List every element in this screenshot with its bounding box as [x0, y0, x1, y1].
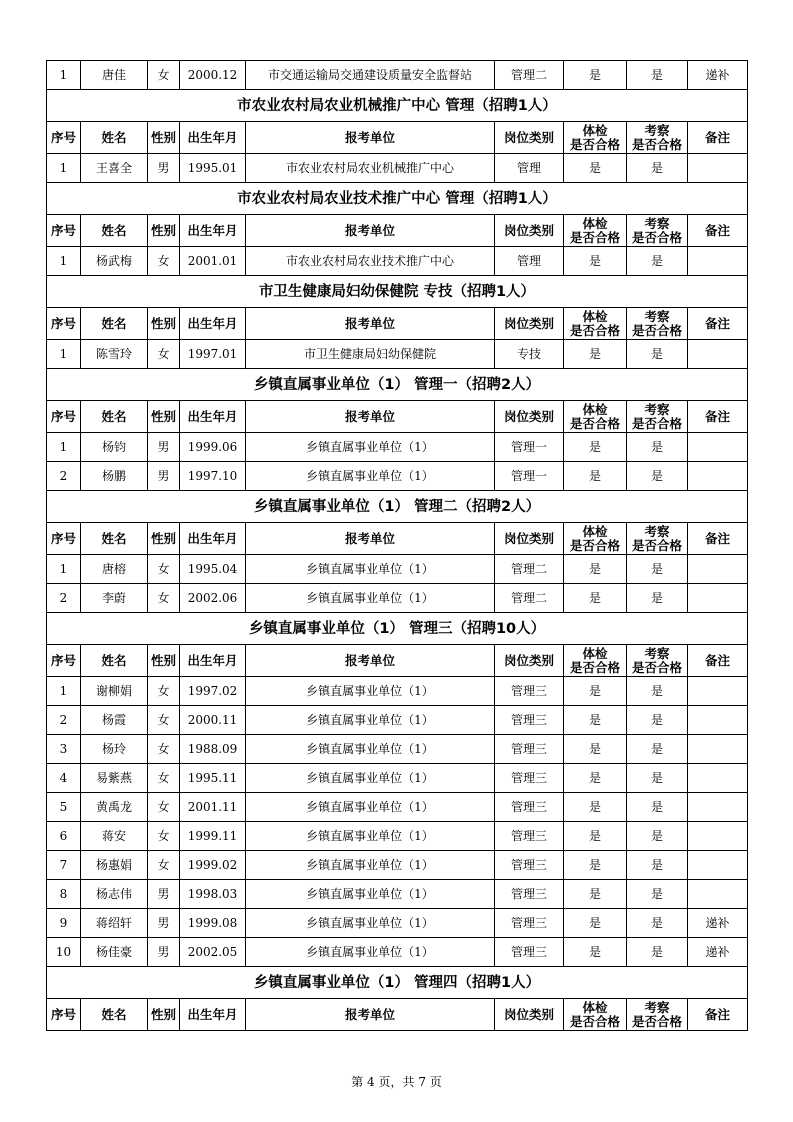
- column-header-row: [47, 523, 748, 555]
- header-seq: 序号: [47, 999, 81, 1031]
- cell-remark: [688, 247, 748, 276]
- cell-unit: 乡镇直属事业单位（1）: [246, 735, 495, 764]
- header-review-line2: 是否合格: [631, 322, 682, 338]
- cell-exam-pass: 是: [564, 584, 627, 613]
- cell-remark: [688, 822, 748, 851]
- header-review: [627, 308, 688, 340]
- column-header-row: [47, 215, 748, 247]
- cell-category: 管理三: [495, 764, 564, 793]
- cell-seq: 8: [47, 880, 81, 909]
- header-review-line2: 是否合格: [631, 1013, 682, 1029]
- cell-name: 王喜全: [81, 154, 148, 183]
- cell-review-pass: 是: [627, 677, 688, 706]
- header-exam-line2: 是否合格: [569, 415, 620, 431]
- cell-birth: 2000.12: [180, 61, 246, 90]
- cell-unit: 乡镇直属事业单位（1）: [246, 938, 495, 967]
- cell-gender: 男: [148, 938, 180, 967]
- header-name: 姓名: [81, 645, 148, 677]
- header-name: 姓名: [81, 122, 148, 154]
- table-row: [47, 822, 748, 851]
- header-gender: 性别: [148, 645, 180, 677]
- cell-exam-pass: 是: [564, 909, 627, 938]
- cell-exam-pass: 是: [564, 433, 627, 462]
- section-title: 乡镇直属事业单位（1） 管理二（招聘2人）: [47, 491, 748, 523]
- table-row: [47, 462, 748, 491]
- header-review-line1: 考察: [644, 999, 670, 1015]
- cell-category: 管理: [495, 247, 564, 276]
- header-unit: 报考单位: [246, 523, 495, 555]
- cell-remark: [688, 462, 748, 491]
- header-seq: 序号: [47, 122, 81, 154]
- section-title-row: [47, 276, 748, 308]
- header-exam-line1: 体检: [582, 645, 608, 661]
- table-row: [47, 247, 748, 276]
- header-exam-line1: 体检: [582, 308, 608, 324]
- cell-birth: 1997.10: [180, 462, 246, 491]
- cell-seq: 1: [47, 433, 81, 462]
- header-exam: [564, 401, 627, 433]
- cell-exam-pass: 是: [564, 880, 627, 909]
- cell-gender: 女: [148, 822, 180, 851]
- header-review: [627, 122, 688, 154]
- cell-gender: 女: [148, 851, 180, 880]
- cell-birth: 1997.02: [180, 677, 246, 706]
- table-row: [47, 61, 748, 90]
- section-title-row: [47, 183, 748, 215]
- cell-category: 管理三: [495, 677, 564, 706]
- cell-review-pass: 是: [627, 462, 688, 491]
- cell-seq: 1: [47, 340, 81, 369]
- header-exam: [564, 645, 627, 677]
- header-remark: 备注: [688, 999, 748, 1031]
- cell-name: 杨武梅: [81, 247, 148, 276]
- header-review-line1: 考察: [644, 645, 670, 661]
- cell-category: 管理三: [495, 909, 564, 938]
- header-review: [627, 523, 688, 555]
- cell-seq: 1: [47, 247, 81, 276]
- header-birth: 出生年月: [180, 645, 246, 677]
- cell-birth: 1988.09: [180, 735, 246, 764]
- header-name: 姓名: [81, 308, 148, 340]
- cell-exam-pass: 是: [564, 851, 627, 880]
- header-remark: 备注: [688, 215, 748, 247]
- cell-birth: 1999.06: [180, 433, 246, 462]
- cell-category: 管理三: [495, 938, 564, 967]
- cell-gender: 女: [148, 735, 180, 764]
- cell-review-pass: 是: [627, 433, 688, 462]
- column-header-row: [47, 122, 748, 154]
- header-exam-line2: 是否合格: [569, 136, 620, 152]
- header-exam: [564, 523, 627, 555]
- table-row: [47, 880, 748, 909]
- header-exam: [564, 122, 627, 154]
- header-gender: 性别: [148, 122, 180, 154]
- cell-name: 陈雪玲: [81, 340, 148, 369]
- cell-review-pass: 是: [627, 735, 688, 764]
- cell-exam-pass: 是: [564, 154, 627, 183]
- header-exam-line1: 体检: [582, 999, 608, 1015]
- header-review-line1: 考察: [644, 122, 670, 138]
- header-exam: [564, 215, 627, 247]
- cell-review-pass: 是: [627, 764, 688, 793]
- cell-gender: 男: [148, 154, 180, 183]
- cell-birth: 2001.01: [180, 247, 246, 276]
- cell-unit: 乡镇直属事业单位（1）: [246, 706, 495, 735]
- cell-category: 管理三: [495, 822, 564, 851]
- header-review-line2: 是否合格: [631, 415, 682, 431]
- header-review-line2: 是否合格: [631, 136, 682, 152]
- cell-name: 杨玲: [81, 735, 148, 764]
- cell-category: 专技: [495, 340, 564, 369]
- cell-remark: [688, 706, 748, 735]
- cell-unit: 乡镇直属事业单位（1）: [246, 433, 495, 462]
- cell-review-pass: 是: [627, 793, 688, 822]
- cell-remark: [688, 880, 748, 909]
- cell-gender: 男: [148, 462, 180, 491]
- header-exam-line2: 是否合格: [569, 1013, 620, 1029]
- cell-seq: 2: [47, 706, 81, 735]
- header-review: [627, 999, 688, 1031]
- cell-unit: 市卫生健康局妇幼保健院: [246, 340, 495, 369]
- cell-category: 管理二: [495, 555, 564, 584]
- cell-name: 杨鹏: [81, 462, 148, 491]
- cell-remark: [688, 851, 748, 880]
- page-footer: 第 4 页，共 7 页: [351, 1075, 442, 1089]
- cell-gender: 女: [148, 247, 180, 276]
- header-unit: 报考单位: [246, 215, 495, 247]
- cell-review-pass: 是: [627, 61, 688, 90]
- table-row: [47, 764, 748, 793]
- cell-category: 管理三: [495, 851, 564, 880]
- section-title-row: [47, 491, 748, 523]
- column-header-row: [47, 308, 748, 340]
- header-seq: 序号: [47, 401, 81, 433]
- cell-unit: 乡镇直属事业单位（1）: [246, 462, 495, 491]
- header-gender: 性别: [148, 215, 180, 247]
- cell-birth: 1995.11: [180, 764, 246, 793]
- cell-seq: 9: [47, 909, 81, 938]
- cell-remark: [688, 154, 748, 183]
- cell-name: 李蔚: [81, 584, 148, 613]
- header-exam: [564, 999, 627, 1031]
- cell-remark: [688, 584, 748, 613]
- cell-seq: 1: [47, 154, 81, 183]
- header-remark: 备注: [688, 523, 748, 555]
- cell-birth: 1999.08: [180, 909, 246, 938]
- cell-gender: 女: [148, 555, 180, 584]
- cell-category: 管理二: [495, 61, 564, 90]
- cell-name: 蒋安: [81, 822, 148, 851]
- header-category: 岗位类别: [495, 215, 564, 247]
- section-title: 乡镇直属事业单位（1） 管理三（招聘10人）: [47, 613, 748, 645]
- table-row: [47, 154, 748, 183]
- cell-seq: 7: [47, 851, 81, 880]
- header-review-line1: 考察: [644, 401, 670, 417]
- section-title-row: [47, 90, 748, 122]
- cell-seq: 10: [47, 938, 81, 967]
- cell-seq: 4: [47, 764, 81, 793]
- cell-gender: 男: [148, 909, 180, 938]
- results-table: [46, 60, 748, 1031]
- cell-unit: 乡镇直属事业单位（1）: [246, 909, 495, 938]
- cell-unit: 乡镇直属事业单位（1）: [246, 880, 495, 909]
- cell-gender: 男: [148, 880, 180, 909]
- table-row: [47, 735, 748, 764]
- table-row: [47, 677, 748, 706]
- cell-exam-pass: 是: [564, 938, 627, 967]
- header-remark: 备注: [688, 645, 748, 677]
- cell-category: 管理二: [495, 584, 564, 613]
- header-review: [627, 645, 688, 677]
- header-name: 姓名: [81, 215, 148, 247]
- cell-remark: [688, 433, 748, 462]
- cell-review-pass: 是: [627, 555, 688, 584]
- cell-birth: 2002.05: [180, 938, 246, 967]
- cell-exam-pass: 是: [564, 735, 627, 764]
- header-review: [627, 401, 688, 433]
- header-remark: 备注: [688, 401, 748, 433]
- cell-remark: 递补: [688, 61, 748, 90]
- cell-review-pass: 是: [627, 340, 688, 369]
- cell-review-pass: 是: [627, 938, 688, 967]
- column-header-row: [47, 645, 748, 677]
- cell-seq: 5: [47, 793, 81, 822]
- header-birth: 出生年月: [180, 523, 246, 555]
- cell-exam-pass: 是: [564, 677, 627, 706]
- cell-category: 管理三: [495, 706, 564, 735]
- cell-name: 杨霞: [81, 706, 148, 735]
- cell-unit: 市农业农村局农业技术推广中心: [246, 247, 495, 276]
- cell-gender: 女: [148, 584, 180, 613]
- header-unit: 报考单位: [246, 122, 495, 154]
- cell-gender: 女: [148, 61, 180, 90]
- header-remark: 备注: [688, 308, 748, 340]
- header-name: 姓名: [81, 999, 148, 1031]
- header-exam-line2: 是否合格: [569, 537, 620, 553]
- header-exam-line2: 是否合格: [569, 229, 620, 245]
- cell-category: 管理三: [495, 735, 564, 764]
- cell-exam-pass: 是: [564, 462, 627, 491]
- cell-birth: 1998.03: [180, 880, 246, 909]
- cell-seq: 2: [47, 462, 81, 491]
- header-gender: 性别: [148, 308, 180, 340]
- cell-birth: 1999.02: [180, 851, 246, 880]
- cell-unit: 乡镇直属事业单位（1）: [246, 555, 495, 584]
- header-unit: 报考单位: [246, 999, 495, 1031]
- cell-unit: 乡镇直属事业单位（1）: [246, 677, 495, 706]
- section-title: 市农业农村局农业技术推广中心 管理（招聘1人）: [47, 183, 748, 215]
- cell-remark: [688, 764, 748, 793]
- header-birth: 出生年月: [180, 215, 246, 247]
- cell-review-pass: 是: [627, 584, 688, 613]
- cell-review-pass: 是: [627, 822, 688, 851]
- cell-category: 管理一: [495, 462, 564, 491]
- cell-birth: 1995.04: [180, 555, 246, 584]
- header-exam-line1: 体检: [582, 401, 608, 417]
- cell-seq: 1: [47, 61, 81, 90]
- header-seq: 序号: [47, 523, 81, 555]
- cell-name: 杨钧: [81, 433, 148, 462]
- cell-exam-pass: 是: [564, 61, 627, 90]
- cell-category: 管理一: [495, 433, 564, 462]
- header-seq: 序号: [47, 308, 81, 340]
- cell-birth: 1999.11: [180, 822, 246, 851]
- cell-review-pass: 是: [627, 851, 688, 880]
- cell-exam-pass: 是: [564, 247, 627, 276]
- cell-review-pass: 是: [627, 706, 688, 735]
- column-header-row: [47, 401, 748, 433]
- header-category: 岗位类别: [495, 308, 564, 340]
- header-seq: 序号: [47, 215, 81, 247]
- header-gender: 性别: [148, 999, 180, 1031]
- cell-name: 唐佳: [81, 61, 148, 90]
- section-title: 市农业农村局农业机械推广中心 管理（招聘1人）: [47, 90, 748, 122]
- header-unit: 报考单位: [246, 308, 495, 340]
- cell-seq: 6: [47, 822, 81, 851]
- cell-birth: 2002.06: [180, 584, 246, 613]
- cell-unit: 市农业农村局农业机械推广中心: [246, 154, 495, 183]
- header-review-line2: 是否合格: [631, 659, 682, 675]
- cell-unit: 乡镇直属事业单位（1）: [246, 764, 495, 793]
- cell-gender: 男: [148, 433, 180, 462]
- header-unit: 报考单位: [246, 401, 495, 433]
- header-gender: 性别: [148, 523, 180, 555]
- cell-seq: 2: [47, 584, 81, 613]
- header-review: [627, 215, 688, 247]
- section-title-row: [47, 967, 748, 999]
- cell-gender: 女: [148, 677, 180, 706]
- table-row: [47, 433, 748, 462]
- cell-gender: 女: [148, 764, 180, 793]
- cell-birth: 2001.11: [180, 793, 246, 822]
- cell-review-pass: 是: [627, 880, 688, 909]
- cell-birth: 1995.01: [180, 154, 246, 183]
- cell-gender: 女: [148, 793, 180, 822]
- cell-exam-pass: 是: [564, 793, 627, 822]
- section-title: 乡镇直属事业单位（1） 管理四（招聘1人）: [47, 967, 748, 999]
- cell-unit: 乡镇直属事业单位（1）: [246, 851, 495, 880]
- cell-remark: [688, 555, 748, 584]
- header-exam-line2: 是否合格: [569, 322, 620, 338]
- cell-remark: [688, 677, 748, 706]
- header-review-line2: 是否合格: [631, 229, 682, 245]
- cell-name: 黄禹龙: [81, 793, 148, 822]
- table-row: [47, 706, 748, 735]
- cell-exam-pass: 是: [564, 340, 627, 369]
- cell-category: 管理三: [495, 793, 564, 822]
- header-review-line1: 考察: [644, 523, 670, 539]
- header-category: 岗位类别: [495, 999, 564, 1031]
- header-unit: 报考单位: [246, 645, 495, 677]
- header-review-line2: 是否合格: [631, 537, 682, 553]
- column-header-row: [47, 999, 748, 1031]
- cell-name: 杨志伟: [81, 880, 148, 909]
- cell-unit: 市交通运输局交通建设质量安全监督站: [246, 61, 495, 90]
- header-category: 岗位类别: [495, 523, 564, 555]
- cell-category: 管理三: [495, 880, 564, 909]
- table-row: [47, 909, 748, 938]
- header-name: 姓名: [81, 401, 148, 433]
- cell-exam-pass: 是: [564, 555, 627, 584]
- header-exam-line1: 体检: [582, 523, 608, 539]
- cell-birth: 2000.11: [180, 706, 246, 735]
- cell-exam-pass: 是: [564, 706, 627, 735]
- cell-seq: 1: [47, 555, 81, 584]
- cell-birth: 1997.01: [180, 340, 246, 369]
- cell-seq: 1: [47, 677, 81, 706]
- section-title-row: [47, 369, 748, 401]
- cell-remark: [688, 340, 748, 369]
- cell-gender: 女: [148, 340, 180, 369]
- cell-unit: 乡镇直属事业单位（1）: [246, 584, 495, 613]
- cell-review-pass: 是: [627, 154, 688, 183]
- header-birth: 出生年月: [180, 401, 246, 433]
- cell-unit: 乡镇直属事业单位（1）: [246, 822, 495, 851]
- section-title: 市卫生健康局妇幼保健院 专技（招聘1人）: [47, 276, 748, 308]
- header-name: 姓名: [81, 523, 148, 555]
- cell-remark: [688, 735, 748, 764]
- table-row: [47, 340, 748, 369]
- header-exam: [564, 308, 627, 340]
- cell-remark: [688, 793, 748, 822]
- header-gender: 性别: [148, 401, 180, 433]
- header-birth: 出生年月: [180, 308, 246, 340]
- header-review-line1: 考察: [644, 215, 670, 231]
- header-birth: 出生年月: [180, 999, 246, 1031]
- table-row: [47, 851, 748, 880]
- header-remark: 备注: [688, 122, 748, 154]
- header-exam-line2: 是否合格: [569, 659, 620, 675]
- table-row: [47, 555, 748, 584]
- cell-review-pass: 是: [627, 909, 688, 938]
- header-category: 岗位类别: [495, 401, 564, 433]
- header-review-line1: 考察: [644, 308, 670, 324]
- section-title: 乡镇直属事业单位（1） 管理一（招聘2人）: [47, 369, 748, 401]
- cell-unit: 乡镇直属事业单位（1）: [246, 793, 495, 822]
- table-row: [47, 938, 748, 967]
- section-title-row: [47, 613, 748, 645]
- header-birth: 出生年月: [180, 122, 246, 154]
- cell-name: 蒋绍轩: [81, 909, 148, 938]
- table-row: [47, 793, 748, 822]
- cell-seq: 3: [47, 735, 81, 764]
- header-exam-line1: 体检: [582, 215, 608, 231]
- cell-remark: 递补: [688, 909, 748, 938]
- header-exam-line1: 体检: [582, 122, 608, 138]
- header-category: 岗位类别: [495, 645, 564, 677]
- cell-gender: 女: [148, 706, 180, 735]
- header-category: 岗位类别: [495, 122, 564, 154]
- cell-review-pass: 是: [627, 247, 688, 276]
- cell-category: 管理: [495, 154, 564, 183]
- cell-exam-pass: 是: [564, 822, 627, 851]
- cell-name: 唐榕: [81, 555, 148, 584]
- cell-name: 杨惠娟: [81, 851, 148, 880]
- header-seq: 序号: [47, 645, 81, 677]
- cell-name: 杨佳豪: [81, 938, 148, 967]
- table-row: [47, 584, 748, 613]
- cell-exam-pass: 是: [564, 764, 627, 793]
- cell-remark: 递补: [688, 938, 748, 967]
- cell-name: 易紫燕: [81, 764, 148, 793]
- cell-name: 谢柳娟: [81, 677, 148, 706]
